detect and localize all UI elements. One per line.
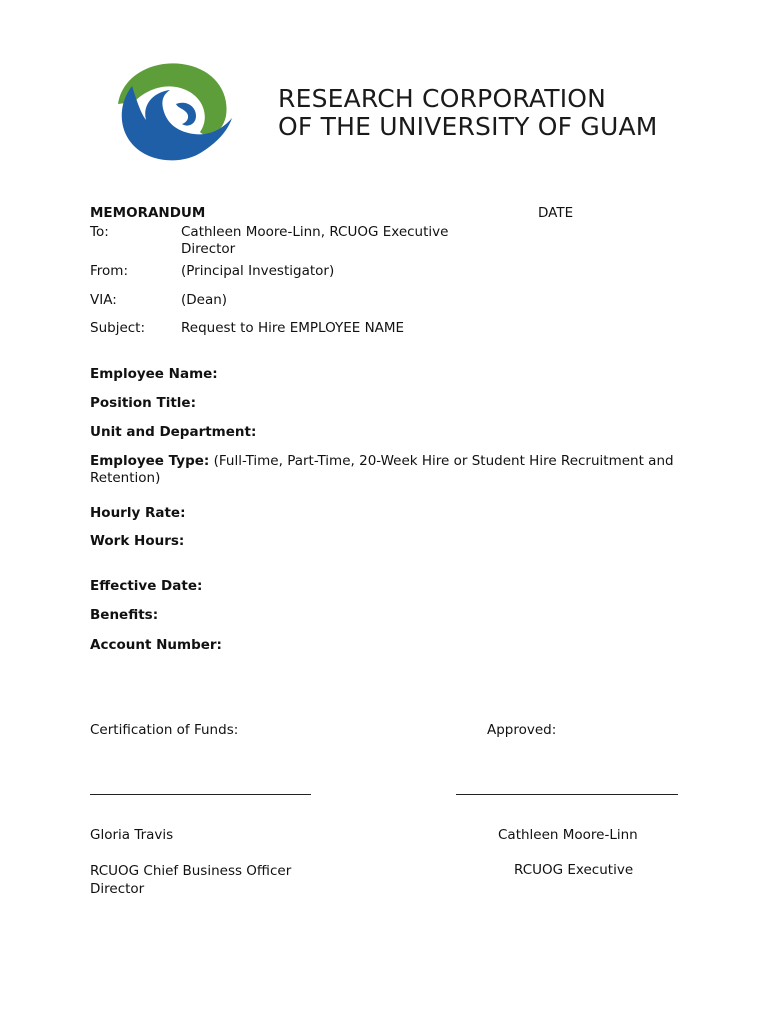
from-value: (Principal Investigator)	[181, 263, 335, 279]
org-name-line1: RESEARCH CORPORATION	[278, 84, 607, 113]
to-value: Cathleen Moore-Linn, RCUOG Executive Director	[181, 224, 449, 257]
employee-type-label: Employee Type:	[90, 453, 210, 469]
work-hours-label: Work Hours:	[90, 533, 185, 549]
employee-type-block	[90, 453, 680, 487]
employee-name-label: Employee Name:	[90, 366, 218, 382]
subject-value: Request to Hire EMPLOYEE NAME	[181, 320, 405, 336]
approved-label: Approved:	[487, 722, 557, 738]
right-signature-line	[456, 794, 678, 795]
via-value: (Dean)	[181, 292, 228, 308]
hourly-rate-label: Hourly Rate:	[90, 505, 186, 521]
employee-type-options: (Full-Time, Part-Time, 20-Week Hire or Student Hire Recruitment and Retention)	[90, 453, 674, 486]
position-title-label: Position Title:	[90, 395, 196, 411]
from-label: From:	[90, 263, 128, 279]
benefits-label: Benefits:	[90, 607, 159, 623]
logo-blue-hook	[176, 103, 196, 126]
account-number-label: Account Number:	[90, 637, 222, 653]
unit-department-label: Unit and Department:	[90, 424, 257, 440]
certification-of-funds-label: Certification of Funds:	[90, 722, 239, 738]
right-signer-title: RCUOG Executive	[514, 862, 634, 878]
to-label: To:	[90, 224, 109, 240]
memo-date-label: DATE	[538, 205, 574, 221]
effective-date-label: Effective Date:	[90, 578, 203, 594]
via-label: VIA:	[90, 292, 117, 308]
memo-title: MEMORANDUM	[90, 205, 206, 221]
left-signature-line	[90, 794, 311, 795]
rcuog-logo	[112, 60, 240, 164]
subject-label: Subject:	[90, 320, 146, 336]
left-signer-title: RCUOG Chief Business Officer Director	[90, 863, 292, 897]
org-name-line2: OF THE UNIVERSITY OF GUAM	[278, 112, 658, 141]
left-signer-name: Gloria Travis	[90, 827, 174, 843]
right-signer-name: Cathleen Moore-Linn	[498, 827, 638, 843]
